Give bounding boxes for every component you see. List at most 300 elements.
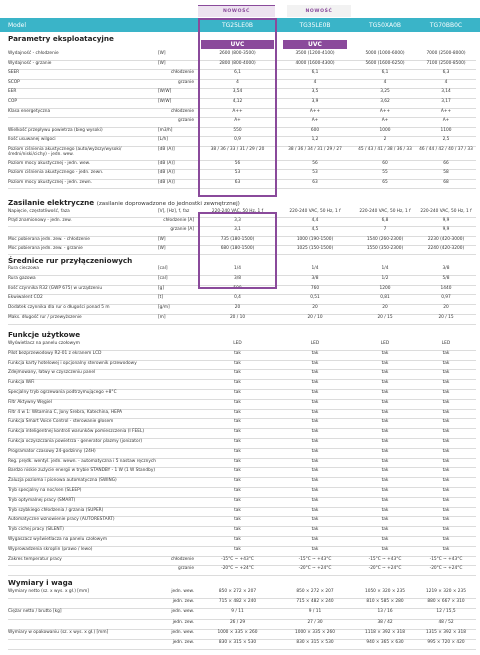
row-value-col1: 26 / 29 (229, 619, 246, 625)
row-value-col1: 0,9 (234, 137, 241, 143)
row-value-col3: tak (381, 360, 389, 366)
row-value-col3: tak (381, 350, 389, 356)
row-value-col1: tak (234, 399, 241, 405)
row-value-col2: 1000 × 335 × 260 (294, 629, 335, 635)
row-value-col4: tak (442, 468, 450, 474)
row-value-col4: tak (442, 488, 450, 493)
row-sub-label: grzanie [A] (170, 227, 194, 233)
row-label: Automatyczne wznowienie pracy (AUTORESTART) (8, 517, 115, 523)
table-row (8, 266, 476, 276)
row-value-col1: tak (234, 517, 241, 523)
row-unit: [cal] (158, 275, 168, 281)
row-label: Wyprowadzenia skroplin (prawo / lewo) (8, 546, 93, 552)
table-row (8, 128, 476, 138)
table-row (8, 209, 476, 218)
row-value-col3: tak (381, 429, 389, 435)
table-row (8, 547, 476, 557)
row-value-col2: 1/4 (311, 266, 319, 271)
row-value-col3: tak (381, 507, 389, 513)
row-sub-label: grzanie (178, 79, 194, 85)
row-value-col3: 20 (382, 305, 388, 311)
row-label: Ilość czynnika R32 (GWP 675) w urządzeniu (8, 285, 103, 291)
row-value-col2: tak (311, 419, 319, 425)
row-value-col3: tak (381, 517, 389, 523)
row-value-col4: tak (442, 370, 450, 376)
row-label: Poziom ciśnienia akustycznego (auto/wyższy/wysoki/średni/niski/cichy) - jedn. wew. (8, 147, 122, 157)
row-sub-label: chłodzenie (170, 70, 194, 76)
row-sub-label: chłodzenie [A] (163, 218, 194, 224)
row-value-col1: 715 × 482 × 240 (218, 599, 257, 605)
row-sub-label: jedn. zew. (172, 619, 194, 625)
row-value-col3: tak (381, 527, 389, 533)
row-sub-label: jedn. wew. (171, 609, 194, 615)
row-label: Filtr 4 w 1: Witamina C, Jony Srebra, Katechina, HEPA (8, 409, 123, 415)
row-value-col3: 45 / 43 / 41 / 38 / 36 / 33 (358, 147, 412, 152)
row-value-col4: tak (442, 409, 450, 415)
row-unit: [W] (158, 60, 166, 66)
row-label: SEER (8, 70, 20, 76)
section-pipes-title: Średnice rur przyłączeniowych (8, 256, 133, 265)
section-functions-title: Funkcje użytkowe (8, 330, 81, 339)
row-value-col2: 6,1 (311, 70, 319, 76)
row-value-col4: 1440 (440, 285, 452, 291)
row-value-col1: 1000 × 335 × 260 (217, 629, 258, 635)
row-value-col1: tak (234, 380, 241, 386)
row-value-col1: 4 (236, 79, 239, 85)
row-value-col1: tak (234, 497, 241, 503)
row-value-col4: tak (442, 419, 450, 425)
row-value-col3: tak (381, 468, 389, 474)
row-label: Ekwiwalent CO2 (8, 295, 43, 301)
row-value-col1: tak (234, 419, 241, 425)
row-value-col1: 2800 (800-4000) (219, 60, 256, 66)
row-unit: [W/W] (158, 89, 172, 95)
table-row (8, 227, 476, 236)
table-row (8, 61, 476, 71)
row-value-col4: 2240 (420-3200) (427, 245, 465, 251)
row-value-col4: -15°C ~ +43°C (429, 556, 463, 562)
row-label: COP (8, 99, 17, 104)
row-value-col3: 0,81 (380, 295, 390, 301)
row-label: Wyświetlacz na panelu czołowym (8, 341, 80, 346)
row-value-col1: tak (234, 350, 241, 356)
row-label: Poziom mocy akustycznej - jedn. wew. (8, 160, 91, 166)
row-value-col1: 3,3 (234, 218, 241, 224)
section-power (8, 198, 240, 207)
row-sub-label: grzanie (178, 566, 194, 572)
row-value-col2: 3,5 (311, 89, 319, 95)
row-value-col3: tak (381, 458, 389, 464)
row-label: Wygaszacz wyświetlacza na panelu czołowym (8, 537, 108, 542)
row-unit: [m3/h] (158, 127, 173, 133)
row-value-col3: 1/4 (381, 266, 389, 271)
table-row (8, 315, 476, 325)
row-value-col3: tak (381, 448, 389, 454)
row-value-col3: 6,8 (381, 218, 389, 224)
row-label: Poziom ciśnienia akustycznego - jedn. zewn. (8, 170, 104, 176)
row-value-col2: tak (311, 390, 319, 395)
row-label: Tryb specjalny na noc/sen (SLEEP) (8, 488, 82, 493)
row-label: Prąd znamionowy - jedn. zew. (8, 218, 72, 224)
row-value-col4: tak (442, 429, 450, 435)
row-sub-label: chłodzenie (170, 108, 194, 114)
row-value-col2: tak (311, 409, 319, 415)
table-row (8, 80, 476, 90)
row-value-col2: 3/8 (311, 275, 319, 281)
row-value-col2: 56 (312, 160, 318, 166)
row-value-col2: 20 / 10 (307, 315, 323, 320)
row-unit: [m] (158, 315, 166, 320)
row-value-col3: 55 (382, 170, 388, 176)
new-badge-col2: NOWOŚĆ (287, 5, 351, 17)
row-label: Funkcja inteligentnej kontroli warunków pomieszczenia (I FEEL) (8, 429, 145, 435)
row-value-col3: 1540 (260-2300) (366, 236, 404, 242)
row-value-col2: 850 × 272 × 207 (296, 589, 334, 594)
row-value-col4: 66 (443, 160, 449, 166)
row-value-col4: tak (442, 537, 450, 542)
row-unit: [dB (A)] (158, 160, 175, 166)
row-value-col1: tak (234, 458, 241, 464)
row-value-col4: tak (442, 448, 450, 454)
row-value-col2: 38 / 36 / 34 / 31 / 29 / 27 (288, 147, 342, 152)
section-functions (8, 330, 80, 339)
table-row (8, 566, 476, 576)
row-value-col3: tak (381, 380, 389, 386)
row-value-col4: tak (442, 360, 450, 366)
row-label: Filtr Aktywny Węgiel (8, 399, 52, 405)
row-value-col4: tak (442, 399, 450, 405)
row-value-col1: 550 (233, 127, 242, 133)
row-value-col3: 810 × 585 × 280 (366, 599, 404, 605)
table-row (8, 305, 476, 315)
row-value-col2: tak (311, 448, 319, 454)
row-unit: [W/W] (158, 99, 172, 104)
row-value-col2: 20 (312, 305, 318, 311)
row-value-col4: 20 (443, 305, 449, 311)
row-value-col2: tak (311, 458, 319, 464)
row-unit: [W] (158, 236, 166, 242)
row-value-col1: 38 / 36 / 33 / 31 / 29 / 20 (210, 147, 265, 152)
row-label: Specjalny tryb ogrzewania podtrzymującego +8°C (8, 390, 117, 395)
row-value-col4: 5/8 (442, 275, 450, 281)
section-dimensions-title: Wymiary i waga (8, 578, 73, 587)
row-unit: [t] (158, 295, 164, 301)
row-value-col4: 48 / 52 (438, 619, 454, 625)
table-row (8, 459, 476, 469)
row-value-col4: 46 / 44 / 42 / 40 / 37 / 33 (419, 147, 473, 152)
table-row (8, 449, 476, 459)
row-value-col1: 6,1 (234, 70, 241, 76)
new-badges (0, 5, 480, 17)
row-label: Ilość usuwanej wilgoci (8, 137, 56, 143)
table-row (8, 161, 476, 171)
row-value-col4: tak (442, 497, 450, 503)
row-value-col1: 4,12 (232, 99, 243, 104)
row-value-col1: 1/4 (234, 266, 241, 271)
row-value-col1: 53 (234, 170, 241, 176)
row-value-col3: -15°C ~ +43°C (368, 556, 402, 562)
section-pipes (8, 256, 132, 265)
row-unit: [g] (158, 285, 165, 291)
row-value-col2: 1,2 (311, 137, 319, 143)
row-value-col2: tak (311, 399, 319, 405)
row-value-col1: tak (234, 448, 241, 454)
row-value-col3: LED (380, 341, 390, 346)
row-value-col2: tak (311, 370, 319, 376)
row-value-col2: 1000 (190-1500) (296, 236, 334, 242)
row-value-col4: 7000 (2500-8000) (426, 51, 466, 56)
table-row (8, 478, 476, 488)
row-label: Zdejmowany, łatwy w czyszczeniu panel (8, 370, 96, 376)
row-value-col1: 850 × 272 × 207 (218, 589, 257, 594)
row-label: Funkcja Smart Voice Control - sterowanie głosem (8, 419, 114, 425)
row-label: Rura cieczowa (8, 266, 39, 271)
row-value-col3: 38 / 42 (377, 619, 393, 625)
row-value-col3: tak (381, 488, 389, 493)
row-label: EER (8, 89, 17, 95)
table-row (8, 137, 476, 147)
row-unit: [W] (158, 51, 166, 56)
row-value-col4: tak (442, 527, 450, 533)
table-row (8, 527, 476, 537)
row-value-col4: tak (442, 380, 450, 386)
row-unit: [dB (A)] (158, 147, 175, 152)
row-value-col2: -20°C ~ +24°C (298, 566, 332, 572)
row-value-col2: tak (311, 507, 319, 513)
row-value-col4: 1315 × 392 × 318 (425, 629, 466, 635)
row-value-col3: 1550 (350-2300) (366, 245, 404, 251)
row-unit: [W] (158, 245, 166, 251)
row-value-col3: 940 × 365 × 630 (366, 640, 404, 645)
row-value-col4: 2,5 (442, 137, 450, 143)
row-value-col2: 0,51 (310, 295, 320, 301)
row-value-col1: -15°C ~ +43°C (221, 556, 254, 562)
row-value-col3: 3,25 (380, 89, 390, 95)
row-sub-label: jedn. zew. (172, 599, 194, 605)
table-row (8, 419, 476, 429)
table-row (8, 237, 476, 246)
row-value-col3: 3,62 (380, 99, 390, 104)
row-label: Tryb cichej pracy (SILENT) (8, 527, 64, 533)
row-value-col2: 27 / 30 (307, 619, 323, 625)
table-row (8, 488, 476, 498)
row-value-col3: 1050 × 320 × 235 (364, 589, 405, 594)
row-value-col2: tak (311, 478, 319, 484)
row-value-col2: 9 / 11 (308, 609, 322, 615)
row-value-col4: 3,17 (441, 99, 451, 104)
row-value-col1: 3,1 (234, 227, 241, 233)
row-value-col2: 600 (310, 127, 320, 133)
row-value-col1: 590 (233, 285, 242, 291)
row-label: Wymiary w opakowaniu (sz. x wys. x gł.) [mm] (8, 629, 109, 635)
row-value-col4: 1100 (440, 127, 452, 133)
row-value-col3: 5000 (1000-6000) (365, 51, 405, 56)
table-row (8, 599, 476, 609)
header-col4: TG70BB0C (429, 21, 463, 29)
table-row (8, 537, 476, 547)
row-value-col3: 7 (383, 227, 387, 233)
table-row (8, 295, 476, 305)
row-value-col1: tak (234, 478, 241, 484)
row-unit: [dB (A)] (158, 179, 175, 185)
row-value-col4: 3,14 (441, 89, 451, 95)
row-value-col2: A+ (311, 118, 319, 124)
table-row (8, 390, 476, 400)
row-value-col4: -20°C ~ +24°C (429, 566, 463, 572)
table-row (8, 609, 476, 619)
row-value-col2: tak (311, 527, 319, 533)
new-badge-col1: NOWOŚĆ (198, 5, 275, 17)
row-value-col4: tak (442, 546, 450, 552)
row-value-col3: 60 (382, 160, 388, 166)
row-value-col1: 20 / 10 (229, 315, 246, 320)
row-label: Żaluzja pozioma i pionowa automatyczna (SWING) (8, 478, 117, 484)
row-value-col1: tak (234, 546, 241, 552)
row-value-col2: A++ (309, 108, 321, 114)
row-value-col2: tak (311, 350, 319, 356)
header-col1: TG25LE0B (221, 21, 254, 29)
table-row (8, 51, 476, 61)
row-value-col2: -15°C ~ +43°C (298, 556, 332, 562)
row-value-col4: tak (442, 390, 450, 395)
table-row (8, 147, 476, 161)
table-row (8, 99, 476, 109)
row-label: Wydajność - grzanie (8, 60, 52, 66)
table-header (0, 18, 480, 32)
row-sub-label: jedn. wew. (171, 589, 194, 594)
row-unit: [cal] (158, 266, 168, 271)
row-value-col2: 4000 (1600-4300) (295, 60, 335, 66)
table-row (8, 218, 476, 227)
row-value-col2: 63 (312, 179, 318, 185)
row-value-col1: tak (234, 527, 241, 533)
row-value-col1: LED (233, 341, 242, 346)
row-label: Ciężar netto / brutto [kg] (8, 609, 62, 615)
row-value-col4: 7100 (2500-8500) (426, 60, 466, 66)
table-row (8, 286, 476, 296)
table-row (8, 351, 476, 361)
row-value-col1: 735 (180-1500) (220, 236, 255, 242)
row-value-col4: A++ (440, 108, 452, 114)
row-value-col4: 6,3 (442, 70, 450, 76)
row-value-col2: 53 (312, 170, 318, 176)
row-value-col2: tak (311, 497, 319, 503)
row-value-col3: tak (381, 497, 389, 503)
row-label: Funkcja oczyszczania powietrza - generator plazmy (jonizator) (8, 439, 143, 444)
row-value-col3: tak (381, 409, 389, 415)
row-value-col2: 760 (310, 285, 320, 291)
table-row (8, 276, 476, 286)
table-row (8, 589, 476, 599)
table-row (8, 557, 476, 567)
row-unit: [L/h] (158, 137, 168, 143)
row-value-col4: 9,9 (442, 218, 450, 224)
row-value-col1: tak (234, 439, 241, 444)
section-power-note: (zasilanie doprowadzone do jednostki zewnętrznej) (96, 201, 240, 207)
row-value-col4: tak (442, 350, 450, 356)
table-row (8, 341, 476, 351)
row-value-col2: 4 (313, 79, 317, 85)
row-value-col4: 58 (443, 170, 449, 176)
row-value-col2: tak (311, 517, 319, 523)
row-value-col1: tak (234, 537, 241, 542)
row-value-col1: tak (234, 409, 241, 415)
row-value-col4: tak (442, 458, 450, 464)
row-value-col4: tak (442, 478, 450, 484)
row-value-col3: 5600 (1600-6250) (365, 60, 405, 66)
row-value-col2: tak (311, 468, 319, 474)
row-label: Zakres temperatur pracy (8, 556, 62, 562)
row-value-col1: tak (234, 370, 241, 376)
table-row (8, 498, 476, 508)
row-value-col4: LED (441, 341, 451, 346)
row-unit: [dB (A)] (158, 170, 175, 176)
row-value-col2: tak (311, 360, 319, 366)
row-value-col2: 220-240 VAC, 50 Hz, 1 f (289, 209, 341, 214)
row-value-col4: tak (442, 517, 450, 523)
row-value-col3: 65 (382, 179, 388, 185)
row-value-col3: tak (381, 537, 389, 542)
row-value-col1: A+ (234, 118, 241, 124)
row-value-col3: 2 (383, 137, 387, 143)
row-value-col2: 3,9 (311, 99, 319, 104)
row-value-col3: A++ (379, 108, 391, 114)
row-value-col2: 715 × 482 × 240 (296, 599, 334, 605)
row-value-col1: 56 (234, 160, 241, 166)
row-value-col2: tak (311, 439, 319, 444)
row-value-col4: 0,97 (441, 295, 451, 301)
row-label: Programator czasowy 24-godzinny (24H) (8, 448, 96, 454)
table-row (8, 620, 476, 630)
row-label: Napięcie, częstotliwość, faza (8, 209, 70, 214)
row-value-col1: A++ (232, 108, 243, 114)
row-value-col4: 220-240 VAC, 50 Hz, 1 f (420, 209, 472, 214)
row-value-col4: 2230 (420-3000) (427, 236, 465, 242)
row-label: Tryb szybkiego chłodzenia / grzania (SUPER) (8, 507, 104, 513)
table-row (8, 109, 476, 119)
row-value-col3: 220-240 VAC, 50 Hz, 1 f (359, 209, 411, 214)
row-value-col2: 1025 (150-1500) (296, 245, 334, 251)
row-value-col4: 20 / 15 (438, 315, 454, 320)
row-value-col2: tak (311, 537, 319, 542)
row-value-col1: -20°C ~ +24°C (221, 566, 254, 572)
row-value-col3: 1/2 (381, 275, 389, 281)
row-value-col1: 63 (234, 179, 241, 185)
row-value-col3: 1000 (379, 127, 391, 133)
row-value-col3: tak (381, 439, 389, 444)
row-value-col2: 830 × 315 × 530 (296, 640, 334, 645)
header-model: Model (8, 21, 27, 29)
row-label: Wydajność - chłodzenie (8, 51, 59, 56)
row-value-col3: A+ (381, 118, 389, 124)
row-label: Wielkość przepływu powietrza (bieg wysoki) (8, 127, 103, 133)
row-value-col1: 830 × 315 × 530 (218, 640, 257, 645)
row-value-col4: 12 / 15,5 (436, 609, 456, 615)
uvc-tag-col2: UVC (283, 40, 347, 49)
section-dimensions (8, 578, 73, 587)
row-label: Maks. długość rur / przewyższenie (8, 315, 82, 320)
row-value-col3: tak (381, 399, 389, 405)
table-row (8, 361, 476, 371)
table-row (8, 180, 476, 190)
row-value-col2: tak (311, 429, 319, 435)
table-row (8, 410, 476, 420)
row-value-col3: 1118 × 392 × 318 (364, 629, 405, 635)
table-row (8, 118, 476, 128)
row-value-col1: tak (234, 360, 241, 366)
row-label: Pilot bezprzewodowy R2-01 z ekranem LCD (8, 350, 102, 356)
row-value-col2: tak (311, 488, 319, 493)
